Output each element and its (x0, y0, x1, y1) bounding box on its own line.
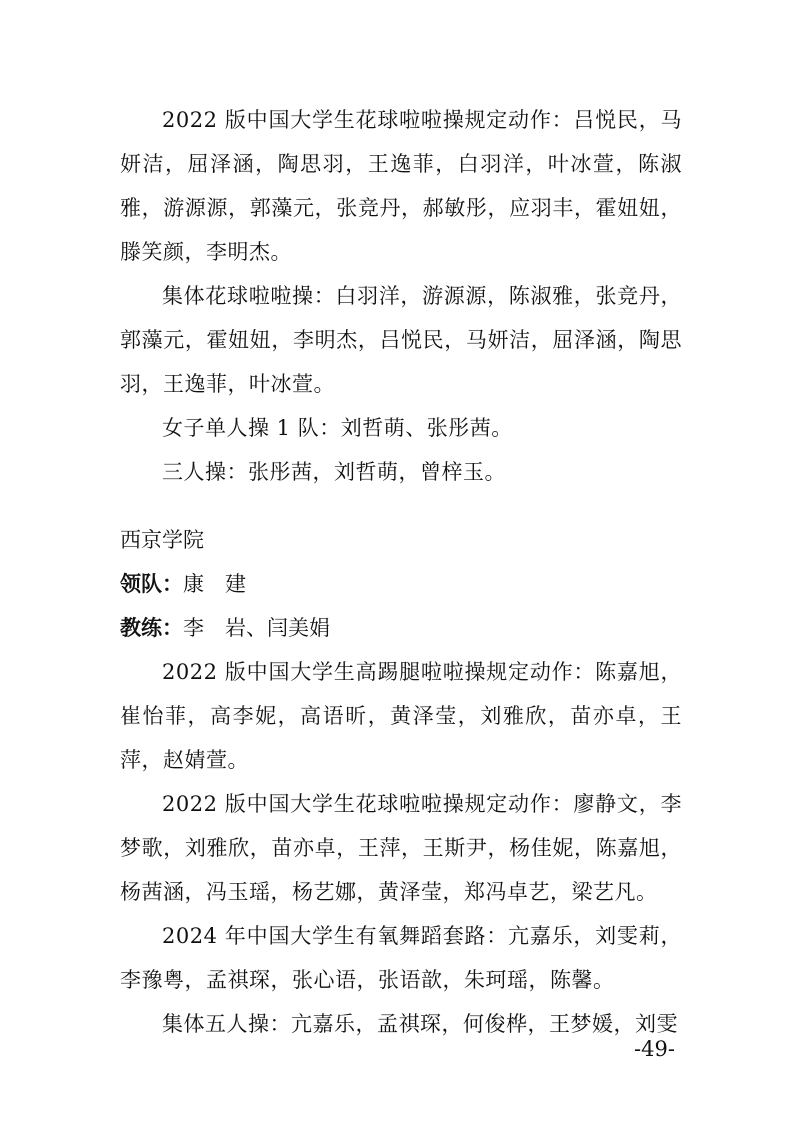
school-name: 西京学院 (120, 528, 204, 552)
leader-label: 领队： (120, 572, 183, 596)
leader-line (120, 562, 246, 606)
paragraph-trio: 三人操：张彤茜，刘哲萌，曾梓玉。 (162, 460, 506, 484)
coach-names: 李 岩、闫美娟 (183, 616, 330, 640)
coach-label: 教练： (120, 616, 183, 640)
leader-name: 康 建 (183, 572, 246, 596)
paragraph-women-single: 女子单人操 1 队：刘哲萌、张彤茜。 (162, 416, 513, 440)
paragraph-pom-routine-2: 2022 版中国大学生花球啦啦操规定动作：廖静文，李梦歌，刘雅欣，苗亦卓，王萍，王斯尹，杨佳妮，陈嘉旭，杨茜涵，冯玉瑶，杨艺娜，黄泽莹，郑冯卓艺，梁艺凡。 (120, 792, 682, 904)
paragraph-group-five: 集体五人操：亢嘉乐，孟祺琛，何俊桦，王梦媛，刘雯 (162, 1012, 678, 1036)
paragraph-high-kick: 2022 版中国大学生高踢腿啦啦操规定动作：陈嘉旭，崔怡菲，高李妮，高语昕，黄泽莹，刘雅欣，苗亦卓，王萍，赵婧萱。 (120, 660, 682, 772)
paragraph-aerobic-dance: 2024 年中国大学生有氧舞蹈套路：亢嘉乐，刘雯莉，李豫粤，孟祺琛，张心语，张语歆，朱珂瑶，陈馨。 (120, 924, 682, 992)
paragraph-group-pom: 集体花球啦啦操：白羽洋，游源源，陈淑雅，张竞丹，郭藻元，霍妞妞，李明杰，吕悦民，马妍洁，屈泽涵，陶思羽，王逸菲，叶冰萱。 (120, 284, 682, 396)
paragraph-pom-routine: 2022 版中国大学生花球啦啦操规定动作：吕悦民，马妍洁，屈泽涵，陶思羽，王逸菲，白羽洋，叶冰萱，陈淑雅，游源源，郭藻元，张竞丹，郝敏彤，应羽丰，霍妞妞，滕笑颜，李明杰。 (120, 108, 682, 264)
coach-line (120, 606, 330, 650)
page-number: -49- (634, 1037, 675, 1061)
